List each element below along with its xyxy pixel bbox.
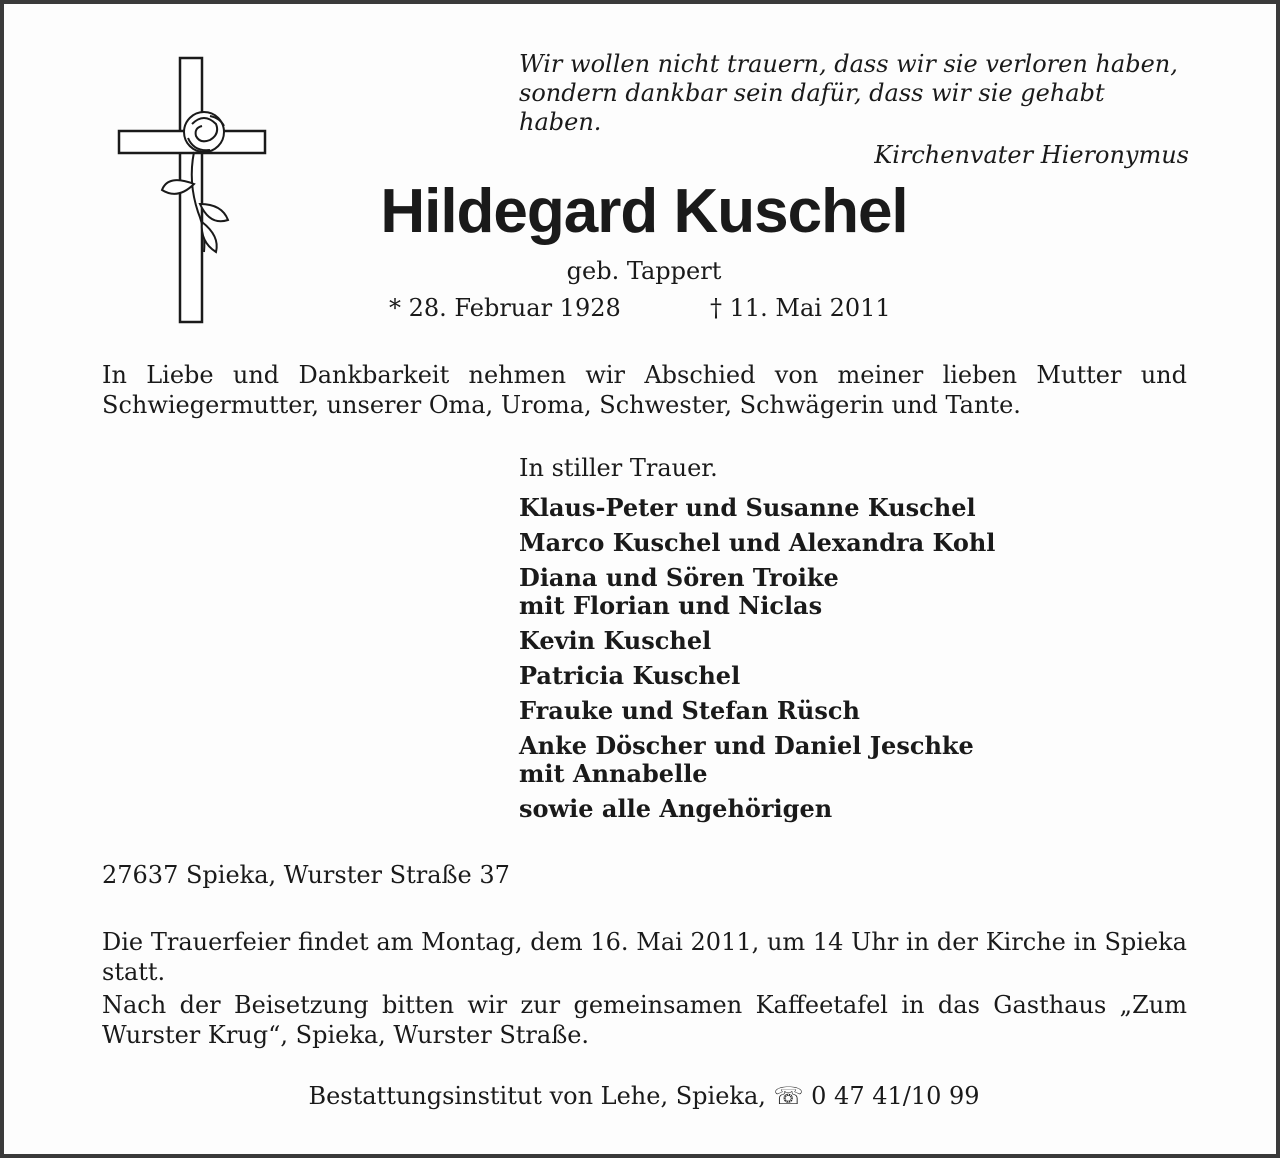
mourners-list [519,494,1179,830]
mourner-entry [519,795,1179,823]
mourner-entry [519,697,1179,725]
mourner-entry [519,732,1179,788]
mourner-entry [519,564,1179,620]
epigraph-quote [519,50,1189,170]
mourner-entry [519,529,1179,557]
funeral-home-footer: Bestattungsinstitut von Lehe, Spieka, ☏ 0 47 41/10 99 [308,1082,980,1110]
cross-with-rose-icon [114,54,274,326]
quote-line: Wir wollen nicht trauern, dass wir sie verloren haben, [519,50,1178,78]
mourner-line: sowie alle Angehörigen [519,794,833,823]
mourning-intro: In stiller Trauer. [519,454,718,482]
mourner-line: mit Annabelle [519,759,708,788]
birth-date: * 28. Februar 1928 [389,294,621,322]
mourner-entry [519,627,1179,655]
funeral-text: Die Trauerfeier findet am Montag, dem 16. Mai 2011, um 14 Uhr in der Kirche in Spieka statt. [102,928,1187,986]
mourner-line: Klaus-Peter und Susanne Kuschel [519,493,976,522]
mourner-line: Diana und Sören Troike [519,563,839,592]
family-address: 27637 Spieka, Wurster Straße 37 [102,861,510,889]
mourner-entry [519,662,1179,690]
farewell-text: In Liebe und Dankbarkeit nehmen wir Abschied von meiner lieben Mutter und Schwiegermutter, unserer Oma, Uroma, Schwester, Schwägerin und Tante. [102,361,1187,419]
quote-source: Kirchenvater Hieronymus [874,141,1189,169]
mourner-line: Anke Döscher und Daniel Jeschke [519,731,974,760]
deceased-name: Hildegard Kuschel [380,177,908,246]
death-date: † 11. Mai 2011 [710,294,891,322]
mourner-line: Frauke und Stefan Rüsch [519,696,860,725]
mourner-line: Patricia Kuschel [519,661,741,690]
mourner-line: Kevin Kuschel [519,626,712,655]
birth-name: geb. Tappert [566,257,722,285]
mourner-line: mit Florian und Niclas [519,591,823,620]
quote-line: sondern dankbar sein dafür, dass wir sie gehabt haben. [519,79,1105,136]
mourner-line: Marco Kuschel und Alexandra Kohl [519,528,996,557]
mourner-entry [519,494,1179,522]
reception-text: Nach der Beisetzung bitten wir zur gemeinsamen Kaffeetafel in das Gasthaus „Zum Wurster Krug“, Spieka, Wurster Straße. [102,991,1187,1049]
